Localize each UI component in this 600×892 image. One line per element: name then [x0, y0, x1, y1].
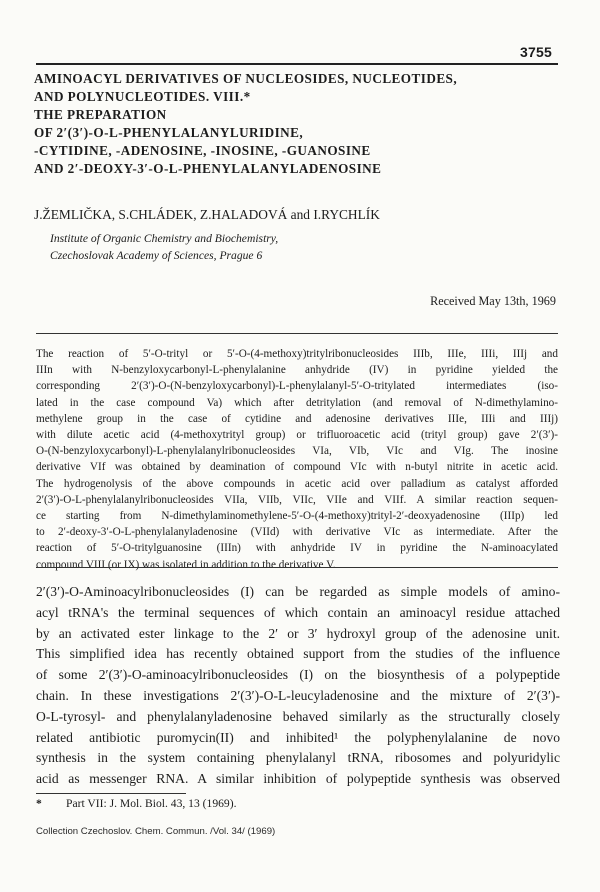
abstract-line: to 2′-deoxy-3′-O-L-phenylalanyladenosine (VIId) with derivative VIc as intermediate. After the — [36, 526, 558, 539]
abstract-line: corresponding 2′(3′)-O-(N-benzyloxycarbonyl)-L-phenylalanyl-5′-O-tritylated intermediates (iso- — [36, 380, 558, 393]
abstract-line: ce starting from N-dimethylaminomethylene-5′-O-(4-methoxy)trityl-2′-deoxyadenosine (IIIp) led — [36, 510, 558, 523]
received-date: Received May 13th, 1969 — [430, 294, 556, 308]
affiliation-line: Institute of Organic Chemistry and Biochemistry, — [50, 232, 279, 245]
page-number: 3755 — [520, 44, 552, 60]
title-line: THE PREPARATION — [34, 107, 167, 122]
body-line: acid as messenger RNA. A similar inhibition of polypeptide synthesis was observed — [36, 771, 560, 787]
abstract-line: derivative VIf was obtained by deamination of compound VIc with n-butyl nitrite in acetic acid. — [36, 461, 558, 474]
abstract-line: The reaction of 5′-O-trityl or 5′-O-(4-methoxy)tritylribonucleosides IIIb, IIIe, IIIi, IIIj and — [36, 348, 558, 360]
abstract-line: IIIn with N-benzyloxycarbonyl-L-phenylalanine anhydride (IV) in pyridine yielded the — [36, 364, 558, 377]
body-line: acyl tRNA's the terminal sequences of which contain an aminoacyl residue attached — [36, 604, 560, 620]
title-line: AND 2′-DEOXY-3′-O-L-PHENYLALANYLADENOSINE — [34, 161, 382, 176]
title-line: AMINOACYL DERIVATIVES OF NUCLEOSIDES, NUCLEOTIDES, — [34, 71, 458, 86]
body-line: synthesis in the system containing phenylalanyl tRNA, ribosomes and polyuridylic — [36, 750, 560, 766]
abstract-line: methylene group in the case of cytidine and adenosine derivatives IIIe, IIIi and IIIj) — [36, 412, 558, 425]
abstract-line: lated in the case compound Va) which after detritylation (and removal of N-dimethylamino- — [36, 396, 558, 409]
abstract-line: compound VIII (or IX) was isolated in addition to the derivative V. — [36, 558, 336, 571]
journal-footer: Collection Czechoslov. Chem. Commun. /Vol. 34/ (1969) — [36, 826, 276, 837]
affiliation-line: Czechoslovak Academy of Sciences, Prague 6 — [50, 249, 263, 262]
abstract-line: 2′(3′)-O-L-phenylalanylribonucleosides VIIa, VIIb, VIIc, VIIe and VIIf. A similar reaction sequen- — [36, 493, 558, 506]
abstract-bottom-rule — [36, 567, 558, 568]
title-line: -CYTIDINE, -ADENOSINE, -INOSINE, -GUANOSINE — [34, 143, 371, 158]
body-line: O-L-tyrosyl- and phenylalanyladenosine behaved similarly as the structurally closely — [36, 708, 560, 724]
body-line: of some 2′(3′)-O-aminoacylribonucleosides (I) on the biosynthesis of a polypeptide — [36, 667, 560, 683]
footnote-mark: * — [36, 797, 42, 810]
author-list: J.ŽEMLIČKA, S.CHLÁDEK, Z.HALADOVÁ and I.RYCHLÍK — [34, 207, 380, 222]
body-line: chain. In these investigations 2′(3′)-O-L-leucyladenosine and the mixture of 2′(3′)- — [36, 687, 560, 703]
abstract — [36, 346, 558, 573]
footnote-rule — [36, 793, 186, 794]
footnote — [36, 797, 236, 810]
body-line: This simplified idea has recently obtained support from the studies of the influence — [36, 646, 560, 662]
body-line: related antibiotic puromycin(II) and inhibited¹ the polyphenylalanine de novo — [36, 729, 560, 745]
body-line: by an activated ester linkage to the 2′ or 3′ hydroxyl group of the adenosine unit. — [36, 625, 560, 641]
affiliation — [50, 230, 278, 264]
abstract-top-rule — [36, 333, 558, 334]
article-title — [34, 70, 574, 178]
title-line: AND POLYNUCLEOTIDES. VIII.* — [34, 89, 251, 104]
abstract-line: O-(N-benzyloxycarbonyl)-L-phenylalanylribonucleosides VIa, VIb, VIc and VIg. The inosine — [36, 445, 558, 458]
abstract-line: reaction of 5′-O-tritylguanosine (IIIn) with anhydride IV in pyridine the N-aminoacylated — [36, 542, 558, 555]
abstract-line: with dilute acetic acid (4-methoxytrityl group) or trifluoroacetic acid (trityl group) gave 2′(3′)- — [36, 429, 558, 442]
title-line: OF 2′(3′)-O-L-PHENYLALANYLURIDINE, — [34, 125, 304, 140]
body-line: 2′(3′)-O-Aminoacylribonucleosides (I) can be regarded as simple models of amino- — [36, 584, 560, 599]
abstract-line: The hydrogenolysis of the above compounds in acetic acid over palladium as catalyst afforded — [36, 477, 558, 490]
header-rule — [36, 63, 558, 65]
body-paragraph — [36, 582, 560, 790]
footnote-text: Part VII: J. Mol. Biol. 43, 13 (1969). — [66, 797, 237, 810]
